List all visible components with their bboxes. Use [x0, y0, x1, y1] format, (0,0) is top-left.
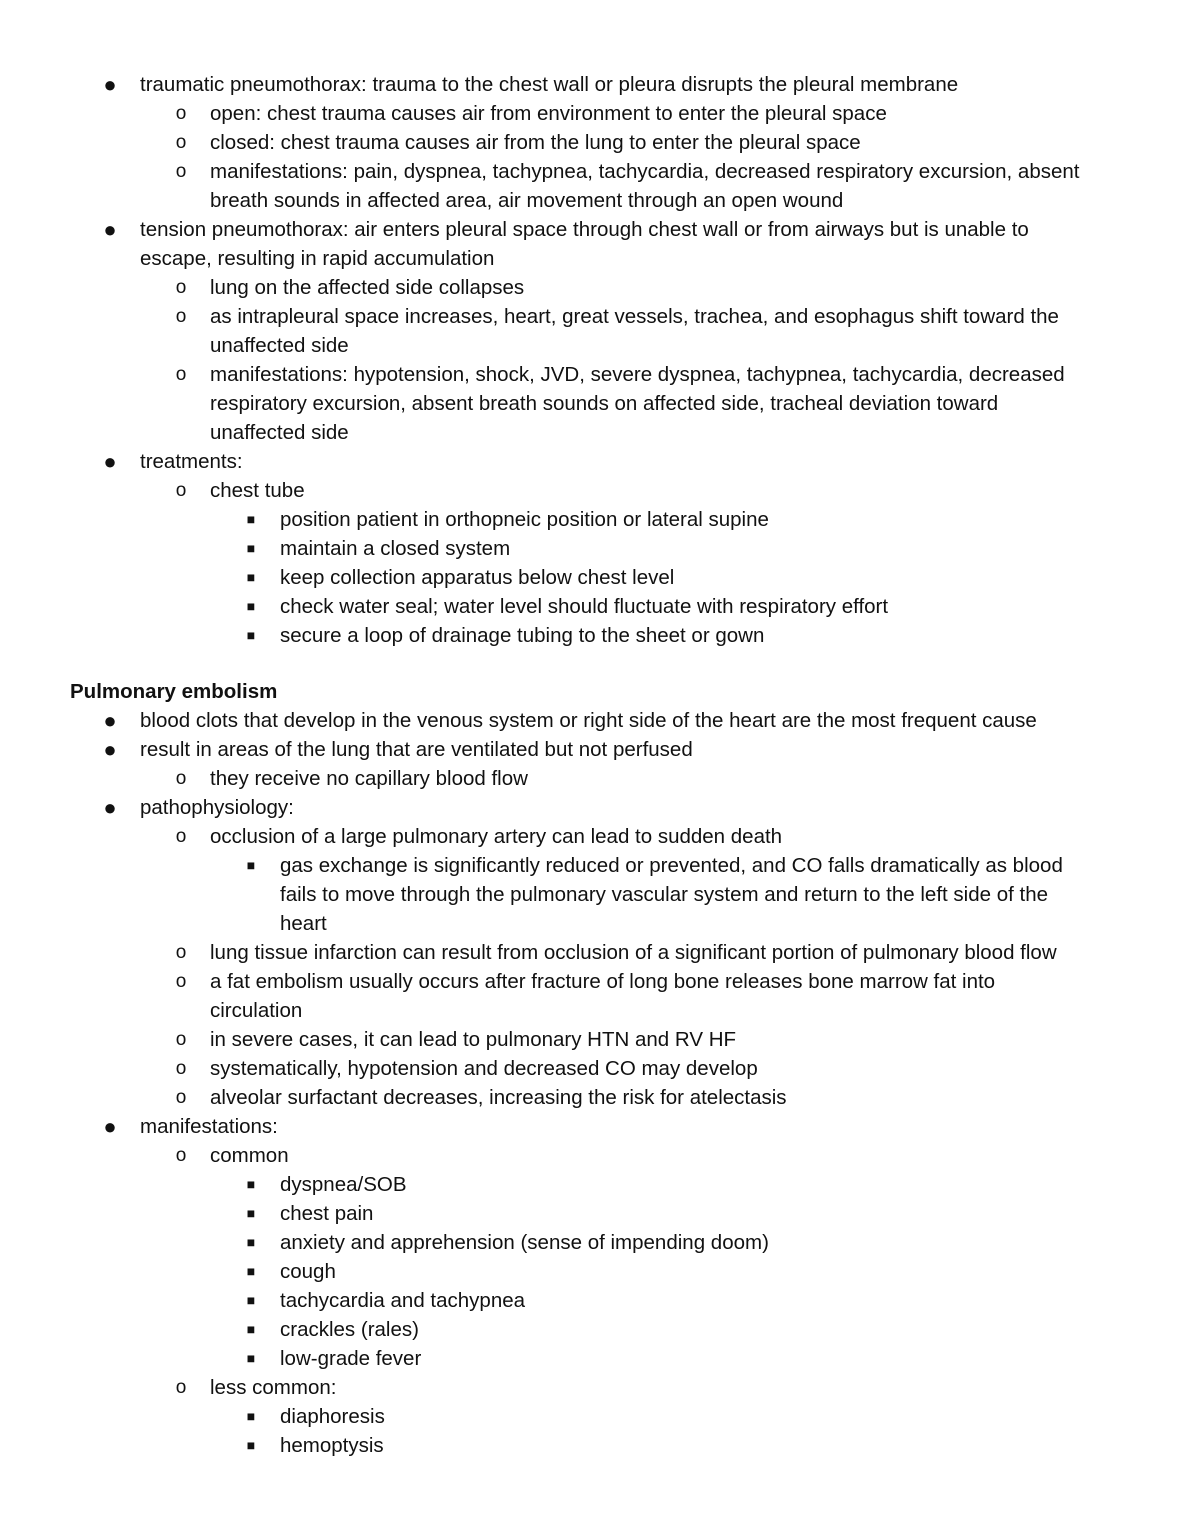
bullet-square-icon: ■: [246, 1176, 256, 1192]
bullet-square-icon: ■: [246, 1321, 256, 1337]
bullet-circle-icon: o: [175, 971, 187, 992]
list-item: [0, 735, 1190, 764]
bullet-square-icon: ■: [246, 627, 256, 643]
list-item-continuation: unaffected side: [210, 421, 349, 444]
list-item-text: treatments:: [140, 450, 243, 473]
list-item: [0, 157, 1190, 186]
list-item: [0, 621, 1190, 650]
bullet-disc-icon: ●: [103, 72, 117, 97]
list-item: [0, 1315, 1190, 1344]
list-item-text: crackles (rales): [280, 1318, 419, 1341]
bullet-circle-icon: o: [175, 826, 187, 847]
list-item-text: less common:: [210, 1376, 337, 1399]
list-item: [0, 1199, 1190, 1228]
list-item: [0, 1112, 1190, 1141]
list-item: [0, 706, 1190, 735]
list-item: [0, 1083, 1190, 1112]
list-item-text: a fat embolism usually occurs after fracture of long bone releases bone marrow fat into: [210, 970, 996, 993]
list-item: [0, 302, 1190, 331]
list-item: [0, 1344, 1190, 1373]
list-item-text: check water seal; water level should fluctuate with respiratory effort: [280, 595, 889, 618]
bullet-circle-icon: o: [175, 306, 187, 327]
list-item: [0, 1373, 1190, 1402]
document-page: [0, 70, 1190, 1460]
list-item-text: anxiety and apprehension (sense of impending doom): [280, 1231, 769, 1254]
list-item-text: secure a loop of drainage tubing to the sheet or gown: [280, 624, 765, 647]
bullet-square-icon: ■: [246, 598, 256, 614]
bullet-circle-icon: o: [175, 480, 187, 501]
bullet-disc-icon: ●: [103, 217, 117, 242]
list-item-text: manifestations: hypotension, shock, JVD, severe dyspnea, tachypnea, tachycardia, decreased: [210, 363, 1065, 386]
bullet-circle-icon: o: [175, 1087, 187, 1108]
list-item: [0, 1257, 1190, 1286]
bullet-square-icon: ■: [246, 1205, 256, 1221]
list-item-text: keep collection apparatus below chest level: [280, 566, 675, 589]
list-item-continuation: unaffected side: [210, 334, 349, 357]
list-item-text: pathophysiology:: [140, 796, 294, 819]
list-item: [0, 447, 1190, 476]
list-item-text: common: [210, 1144, 289, 1167]
bullet-disc-icon: ●: [103, 1114, 117, 1139]
bullet-circle-icon: o: [175, 1029, 187, 1050]
list-item: [0, 1402, 1190, 1431]
list-item-text: diaphoresis: [280, 1405, 385, 1428]
bullet-square-icon: ■: [246, 1292, 256, 1308]
list-item-continuation: breath sounds in affected area, air movement through an open wound: [210, 189, 844, 212]
list-item-text: result in areas of the lung that are ventilated but not perfused: [140, 738, 693, 761]
list-item-text: manifestations: pain, dyspnea, tachypnea, tachycardia, decreased respiratory excursion, absent: [210, 160, 1080, 183]
list-item: [0, 476, 1190, 505]
list-item-text: maintain a closed system: [280, 537, 511, 560]
list-item: [0, 1170, 1190, 1199]
list-item-text: chest tube: [210, 479, 305, 502]
bullet-square-icon: ■: [246, 511, 256, 527]
bullet-circle-icon: o: [175, 942, 187, 963]
list-item: [0, 1054, 1190, 1083]
list-item-continuation: respiratory excursion, absent breath sounds on affected side, tracheal deviation toward: [210, 392, 999, 415]
list-item: [0, 534, 1190, 563]
list-item: [0, 1025, 1190, 1054]
list-item-text: chest pain: [280, 1202, 374, 1225]
bullet-square-icon: ■: [246, 1263, 256, 1279]
list-item-text: dyspnea/SOB: [280, 1173, 407, 1196]
list-item-text: systematically, hypotension and decreased CO may develop: [210, 1057, 758, 1080]
list-item-text: traumatic pneumothorax: trauma to the chest wall or pleura disrupts the pleural membrane: [140, 73, 959, 96]
list-item: [0, 215, 1190, 244]
list-item-text: they receive no capillary blood flow: [210, 767, 528, 790]
bullet-square-icon: ■: [246, 1234, 256, 1250]
section-heading: Pulmonary embolism: [70, 680, 278, 703]
list-item-text: blood clots that develop in the venous system or right side of the heart are the most frequent cause: [140, 709, 1037, 732]
list-item: [0, 70, 1190, 99]
list-item-text: in severe cases, it can lead to pulmonary HTN and RV HF: [210, 1028, 737, 1051]
list-item: [0, 967, 1190, 996]
bullet-circle-icon: o: [175, 132, 187, 153]
list-item-continuation: fails to move through the pulmonary vascular system and return to the left side of the: [280, 883, 1049, 906]
list-item-text: manifestations:: [140, 1115, 278, 1138]
bullet-disc-icon: ●: [103, 795, 117, 820]
list-item: [0, 360, 1190, 389]
list-item-text: tension pneumothorax: air enters pleural space through chest wall or from airways but is unable to: [140, 218, 1029, 241]
list-item: [0, 851, 1190, 880]
list-item: [0, 764, 1190, 793]
bullet-circle-icon: o: [175, 364, 187, 385]
list-item: [0, 99, 1190, 128]
list-item: [0, 128, 1190, 157]
bullet-circle-icon: o: [175, 1145, 187, 1166]
list-item: [0, 563, 1190, 592]
bullet-square-icon: ■: [246, 857, 256, 873]
bullet-square-icon: ■: [246, 1408, 256, 1424]
list-item: [0, 1228, 1190, 1257]
bullet-square-icon: ■: [246, 540, 256, 556]
bullet-square-icon: ■: [246, 1437, 256, 1453]
bullet-circle-icon: o: [175, 277, 187, 298]
list-item-text: cough: [280, 1260, 336, 1283]
list-item: [0, 273, 1190, 302]
bullet-disc-icon: ●: [103, 449, 117, 474]
bullet-circle-icon: o: [175, 1377, 187, 1398]
list-item: [0, 793, 1190, 822]
list-item-continuation: escape, resulting in rapid accumulation: [140, 247, 495, 270]
list-item: [0, 1141, 1190, 1170]
list-item-text: position patient in orthopneic position or lateral supine: [280, 508, 769, 531]
bullet-circle-icon: o: [175, 103, 187, 124]
bullet-square-icon: ■: [246, 1350, 256, 1366]
list-item: [0, 1431, 1190, 1460]
list-item-text: tachycardia and tachypnea: [280, 1289, 526, 1312]
list-item-text: lung on the affected side collapses: [210, 276, 525, 299]
list-item: [0, 505, 1190, 534]
bullet-circle-icon: o: [175, 1058, 187, 1079]
list-item-continuation: circulation: [210, 999, 303, 1022]
list-item-continuation: heart: [280, 912, 327, 935]
list-item-text: open: chest trauma causes air from environment to enter the pleural space: [210, 102, 887, 125]
list-item: [0, 938, 1190, 967]
list-item-text: lung tissue infarction can result from occlusion of a significant portion of pulmonary blood flow: [210, 941, 1057, 964]
list-item-text: hemoptysis: [280, 1434, 384, 1457]
list-item: [0, 822, 1190, 851]
bullet-disc-icon: ●: [103, 708, 117, 733]
bullet-square-icon: ■: [246, 569, 256, 585]
list-item-text: gas exchange is significantly reduced or prevented, and CO falls dramatically as blood: [280, 854, 1063, 877]
list-item-text: low-grade fever: [280, 1347, 422, 1370]
list-item-text: alveolar surfactant decreases, increasing the risk for atelectasis: [210, 1086, 787, 1109]
bullet-circle-icon: o: [175, 768, 187, 789]
list-item: [0, 1286, 1190, 1315]
bullet-disc-icon: ●: [103, 737, 117, 762]
list-item: [0, 592, 1190, 621]
list-item-text: occlusion of a large pulmonary artery can lead to sudden death: [210, 825, 783, 848]
bullet-circle-icon: o: [175, 161, 187, 182]
list-item-text: as intrapleural space increases, heart, great vessels, trachea, and esophagus shift toward the: [210, 305, 1059, 328]
list-item-text: closed: chest trauma causes air from the lung to enter the pleural space: [210, 131, 861, 154]
